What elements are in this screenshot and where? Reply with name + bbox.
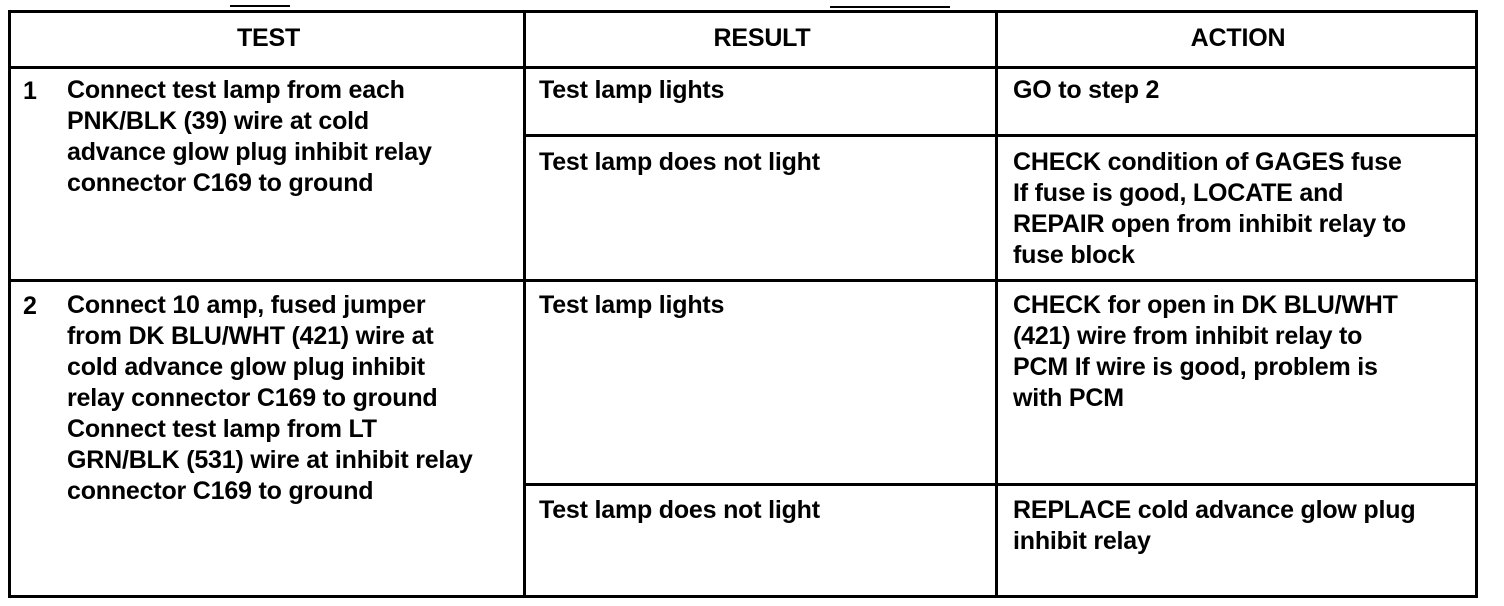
step1-result-1: Test lamp lights (539, 76, 725, 104)
step1-action-2: CHECK condition of GAGES fuse If fuse is good, LOCATE and REPAIR open from inhibit relay to fuse block (1013, 148, 1406, 269)
step1-result-divider (523, 134, 1478, 137)
header-test: TEST (236, 24, 301, 52)
step2-result-2: Test lamp does not light (539, 496, 820, 524)
header-result: RESULT (713, 24, 811, 52)
scan-mark-top-right (830, 6, 950, 8)
step2-result-1: Test lamp lights (539, 291, 725, 319)
step2-result-divider (523, 483, 1478, 486)
scan-mark-top-left (230, 5, 290, 7)
step-divider (11, 279, 1478, 282)
step-number: 1 (23, 77, 37, 105)
step1-result-2: Test lamp does not light (539, 148, 820, 176)
step1-test-text: Connect test lamp from each PNK/BLK (39) wire at cold advance glow plug inhibit relay connector C169 to ground (67, 76, 432, 197)
column-divider-2 (995, 13, 998, 598)
diagnostic-table (8, 10, 1478, 598)
step-number: 2 (23, 292, 37, 320)
step2-test-text: Connect 10 amp, fused jumper from DK BLU/WHT (421) wire at cold advance glow plug inhibit relay connector C169 to ground Connect test lamp from LT GRN/BLK (531) wire at inhibit relay connector C169 to ground (67, 291, 473, 505)
column-divider-1 (523, 13, 526, 598)
header-action: ACTION (1190, 24, 1286, 52)
step2-action-1: CHECK for open in DK BLU/WHT (421) wire from inhibit relay to PCM If wire is good, problem is with PCM (1013, 291, 1398, 412)
step1-action-1: GO to step 2 (1013, 76, 1160, 104)
header-divider (11, 66, 1478, 69)
step2-action-2: REPLACE cold advance glow plug inhibit relay (1013, 496, 1416, 555)
